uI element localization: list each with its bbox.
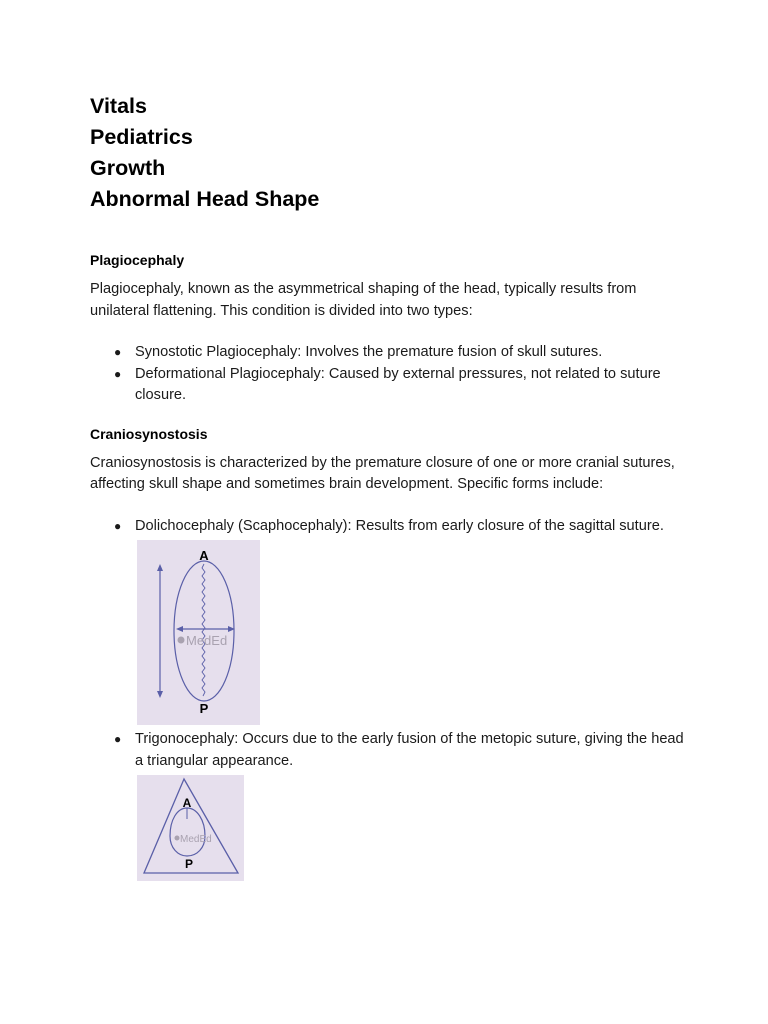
watermark-text: MedEd: [180, 834, 212, 845]
watermark-text: MedEd: [186, 633, 228, 648]
watermark-logo-icon: [175, 836, 180, 841]
document-page: [90, 91, 690, 881]
title-abnormal-head-shape: Abnormal Head Shape: [90, 187, 320, 211]
bullet-text: Dolichocephaly (Scaphocephaly): Results from early closure of the sagittal suture.: [135, 517, 664, 534]
bullet-dot-icon: ●: [114, 732, 122, 746]
craniosynostosis-paragraph: Craniosynostosis is characterized by the premature closure of one or more cranial sutures, affecting skull shape and sometimes brain development. Specific forms include:: [90, 454, 675, 492]
watermark-logo-icon: [178, 637, 185, 644]
bullet-dot-icon: ●: [114, 518, 122, 533]
bullet-dot-icon: ●: [114, 345, 122, 359]
dolichocephaly-figure: [137, 540, 260, 725]
bullet-text: Trigonocephaly: Occurs due to the early fusion of the metopic suture, giving the head a triangular appearance.: [135, 731, 684, 769]
list-item: [90, 729, 690, 772]
title-vitals: Vitals: [90, 94, 147, 118]
title-block: [90, 91, 690, 215]
plagiocephaly-bullet-list: [90, 342, 690, 407]
title-growth: Growth: [90, 156, 166, 180]
craniosynostosis-heading: Craniosynostosis: [90, 425, 208, 442]
plagiocephaly-heading: Plagiocephaly: [90, 252, 185, 268]
anterior-label: A: [182, 796, 192, 810]
plagiocephaly-paragraph: Plagiocephaly, known as the asymmetrical shaping of the head, typically results from unilateral flattening. This condition is divided into two types:: [90, 281, 637, 319]
bullet-dot-icon: ●: [114, 366, 122, 381]
bullet-text: Synostotic Plagiocephaly: Involves the premature fusion of skull sutures.: [135, 344, 603, 360]
trigonocephaly-figure: [137, 775, 244, 881]
bullet-text: Deformational Plagiocephaly: Caused by external pressures, not related to suture closure.: [135, 365, 661, 403]
craniosynostosis-bullet-list: [90, 516, 690, 538]
list-item: [90, 364, 690, 407]
list-item: [90, 516, 690, 538]
craniosynostosis-bullet-list-2: [90, 729, 690, 772]
title-pediatrics: Pediatrics: [90, 125, 193, 149]
posterior-label: P: [199, 701, 209, 716]
posterior-label: P: [184, 857, 194, 871]
list-item: [90, 342, 690, 364]
anterior-label: A: [199, 548, 209, 563]
